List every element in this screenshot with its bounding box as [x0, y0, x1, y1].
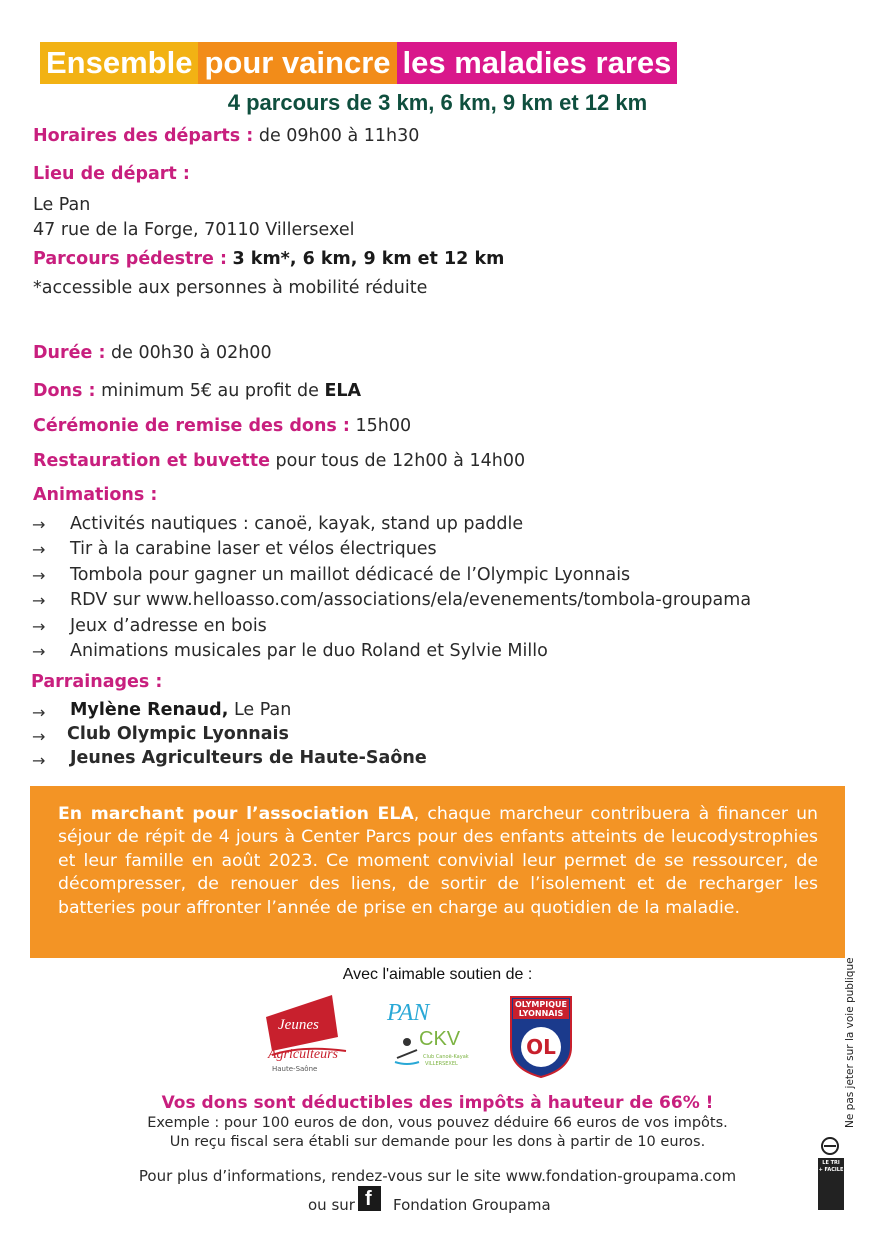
animation-item: Activités nautiques : canoë, kayak, stand up paddle — [70, 514, 524, 534]
arrow-icon: → — [32, 540, 46, 559]
animations-label: Animations : — [33, 485, 158, 505]
tax-line2: Un reçu fiscal sera établi sur demande pour les dons à partir de 10 euros. — [169, 1134, 706, 1150]
parrainage-item: Club Olympic Lyonnais — [67, 724, 289, 744]
lieu-line1: Le Pan — [33, 195, 91, 215]
dons-label: Dons : — [33, 381, 96, 401]
info-ou-sur: ou sur — [308, 1196, 355, 1214]
duree-line — [33, 343, 272, 363]
tax-headline: Vos dons sont déductibles des impôts à hauteur de 66% ! — [161, 1093, 714, 1113]
restauration-value: pour tous de 12h00 à 14h00 — [275, 451, 526, 471]
duree-label: Durée : — [33, 343, 106, 363]
animation-item: RDV sur www.helloasso.com/associations/ela/evenements/tombola-groupama — [70, 590, 752, 610]
parrainage-item — [70, 700, 291, 720]
animation-item: Tombola pour gagner un maillot dédicacé de l’Olympic Lyonnais — [70, 565, 631, 585]
ela-info-rest: , chaque marcheur contribuera à financer un séjour de répit de 4 jours à Center Parcs pour des enfants atteints de leucodystrophies et leur famille en août 2023. Ce moment convivial leur permet de se ressourcer, de décompresser, de renouer des liens, de sortir de l’isolement et de recharger les batteries pour affronter l’année de prise en charge au quotidien de la maladie. — [58, 804, 818, 918]
subtitle: 4 parcours de 3 km, 6 km, 9 km et 12 km — [227, 90, 648, 115]
title-banner — [40, 42, 677, 84]
dons-line — [33, 381, 361, 401]
ela-info-bold: En marchant pour l’association ELA — [58, 804, 414, 824]
olympique-lyonnais-logo: OLYMPIQUE LYONNAIS OL — [509, 995, 573, 1079]
parrainages-label: Parrainages : — [31, 672, 163, 692]
info-line: Pour plus d’informations, rendez-vous sur le site www.fondation-groupama.com — [138, 1167, 737, 1185]
lieu-line2: 47 rue de la Forge, 70110 Villersexel — [33, 220, 355, 240]
parrainage-bold: Mylène Renaud, — [70, 700, 229, 720]
animation-item: Jeux d’adresse en bois — [70, 616, 267, 636]
arrow-icon: → — [32, 751, 46, 770]
animation-item: Animations musicales par le duo Roland et Sylvie Millo — [70, 641, 548, 661]
arrow-icon: → — [32, 617, 46, 636]
arrow-icon: → — [32, 515, 46, 534]
ceremonie-label: Cérémonie de remise des dons : — [33, 416, 350, 436]
dons-value: minimum 5€ au profit de — [101, 381, 319, 401]
arrow-icon: → — [32, 727, 46, 746]
facebook-icon[interactable]: f — [358, 1186, 381, 1211]
dons-ela: ELA — [324, 381, 362, 401]
horaires-line — [33, 126, 419, 146]
parcours-line — [33, 249, 504, 269]
animation-item: Tir à la carabine laser et vélos électriques — [70, 539, 437, 559]
facebook-label[interactable]: Fondation Groupama — [393, 1196, 551, 1214]
parcours-note: *accessible aux personnes à mobilité réduite — [33, 278, 428, 298]
banner-maladies-rares: les maladies rares — [397, 42, 678, 84]
ela-info-box — [30, 786, 845, 958]
parrainage-rest: Le Pan — [233, 700, 292, 720]
side-note: Ne pas jeter sur la voie publique — [844, 957, 856, 1128]
support-heading: Avec l'aimable soutien de : — [342, 966, 533, 983]
jeunes-agriculteurs-logo: Jeunes Agriculteurs Haute-Saône — [262, 993, 352, 1079]
parrainage-item: Jeunes Agriculteurs de Haute-Saône — [70, 748, 427, 768]
lieu-label: Lieu de départ : — [33, 164, 190, 184]
banner-pour-vaincre: pour vaincre — [198, 42, 396, 84]
arrow-icon: → — [32, 566, 46, 585]
ceremonie-line — [33, 416, 411, 436]
arrow-icon: → — [32, 591, 46, 610]
arrow-icon: → — [32, 642, 46, 661]
duree-value: de 00h30 à 02h00 — [111, 343, 272, 363]
ela-info-text — [58, 803, 818, 920]
restauration-line — [33, 451, 525, 471]
restauration-label: Restauration et buvette — [33, 451, 270, 471]
horaires-label: Horaires des départs : — [33, 126, 254, 146]
banner-ensemble: Ensemble — [40, 42, 198, 84]
horaires-value: de 09h00 à 11h30 — [258, 126, 420, 146]
pan-ckv-logo: PAN CKV Club Canoë-Kayak VILLERSEXEL — [387, 1000, 469, 1067]
triman-logo: LE TRI + FACILE — [818, 1136, 844, 1210]
tax-line1: Exemple : pour 100 euros de don, vous pouvez déduire 66 euros de vos impôts. — [147, 1115, 728, 1131]
arrow-icon: → — [32, 703, 46, 722]
parcours-value: 3 km*, 6 km, 9 km et 12 km — [232, 249, 505, 269]
ceremonie-value: 15h00 — [355, 416, 412, 436]
parcours-label: Parcours pédestre : — [33, 249, 227, 269]
